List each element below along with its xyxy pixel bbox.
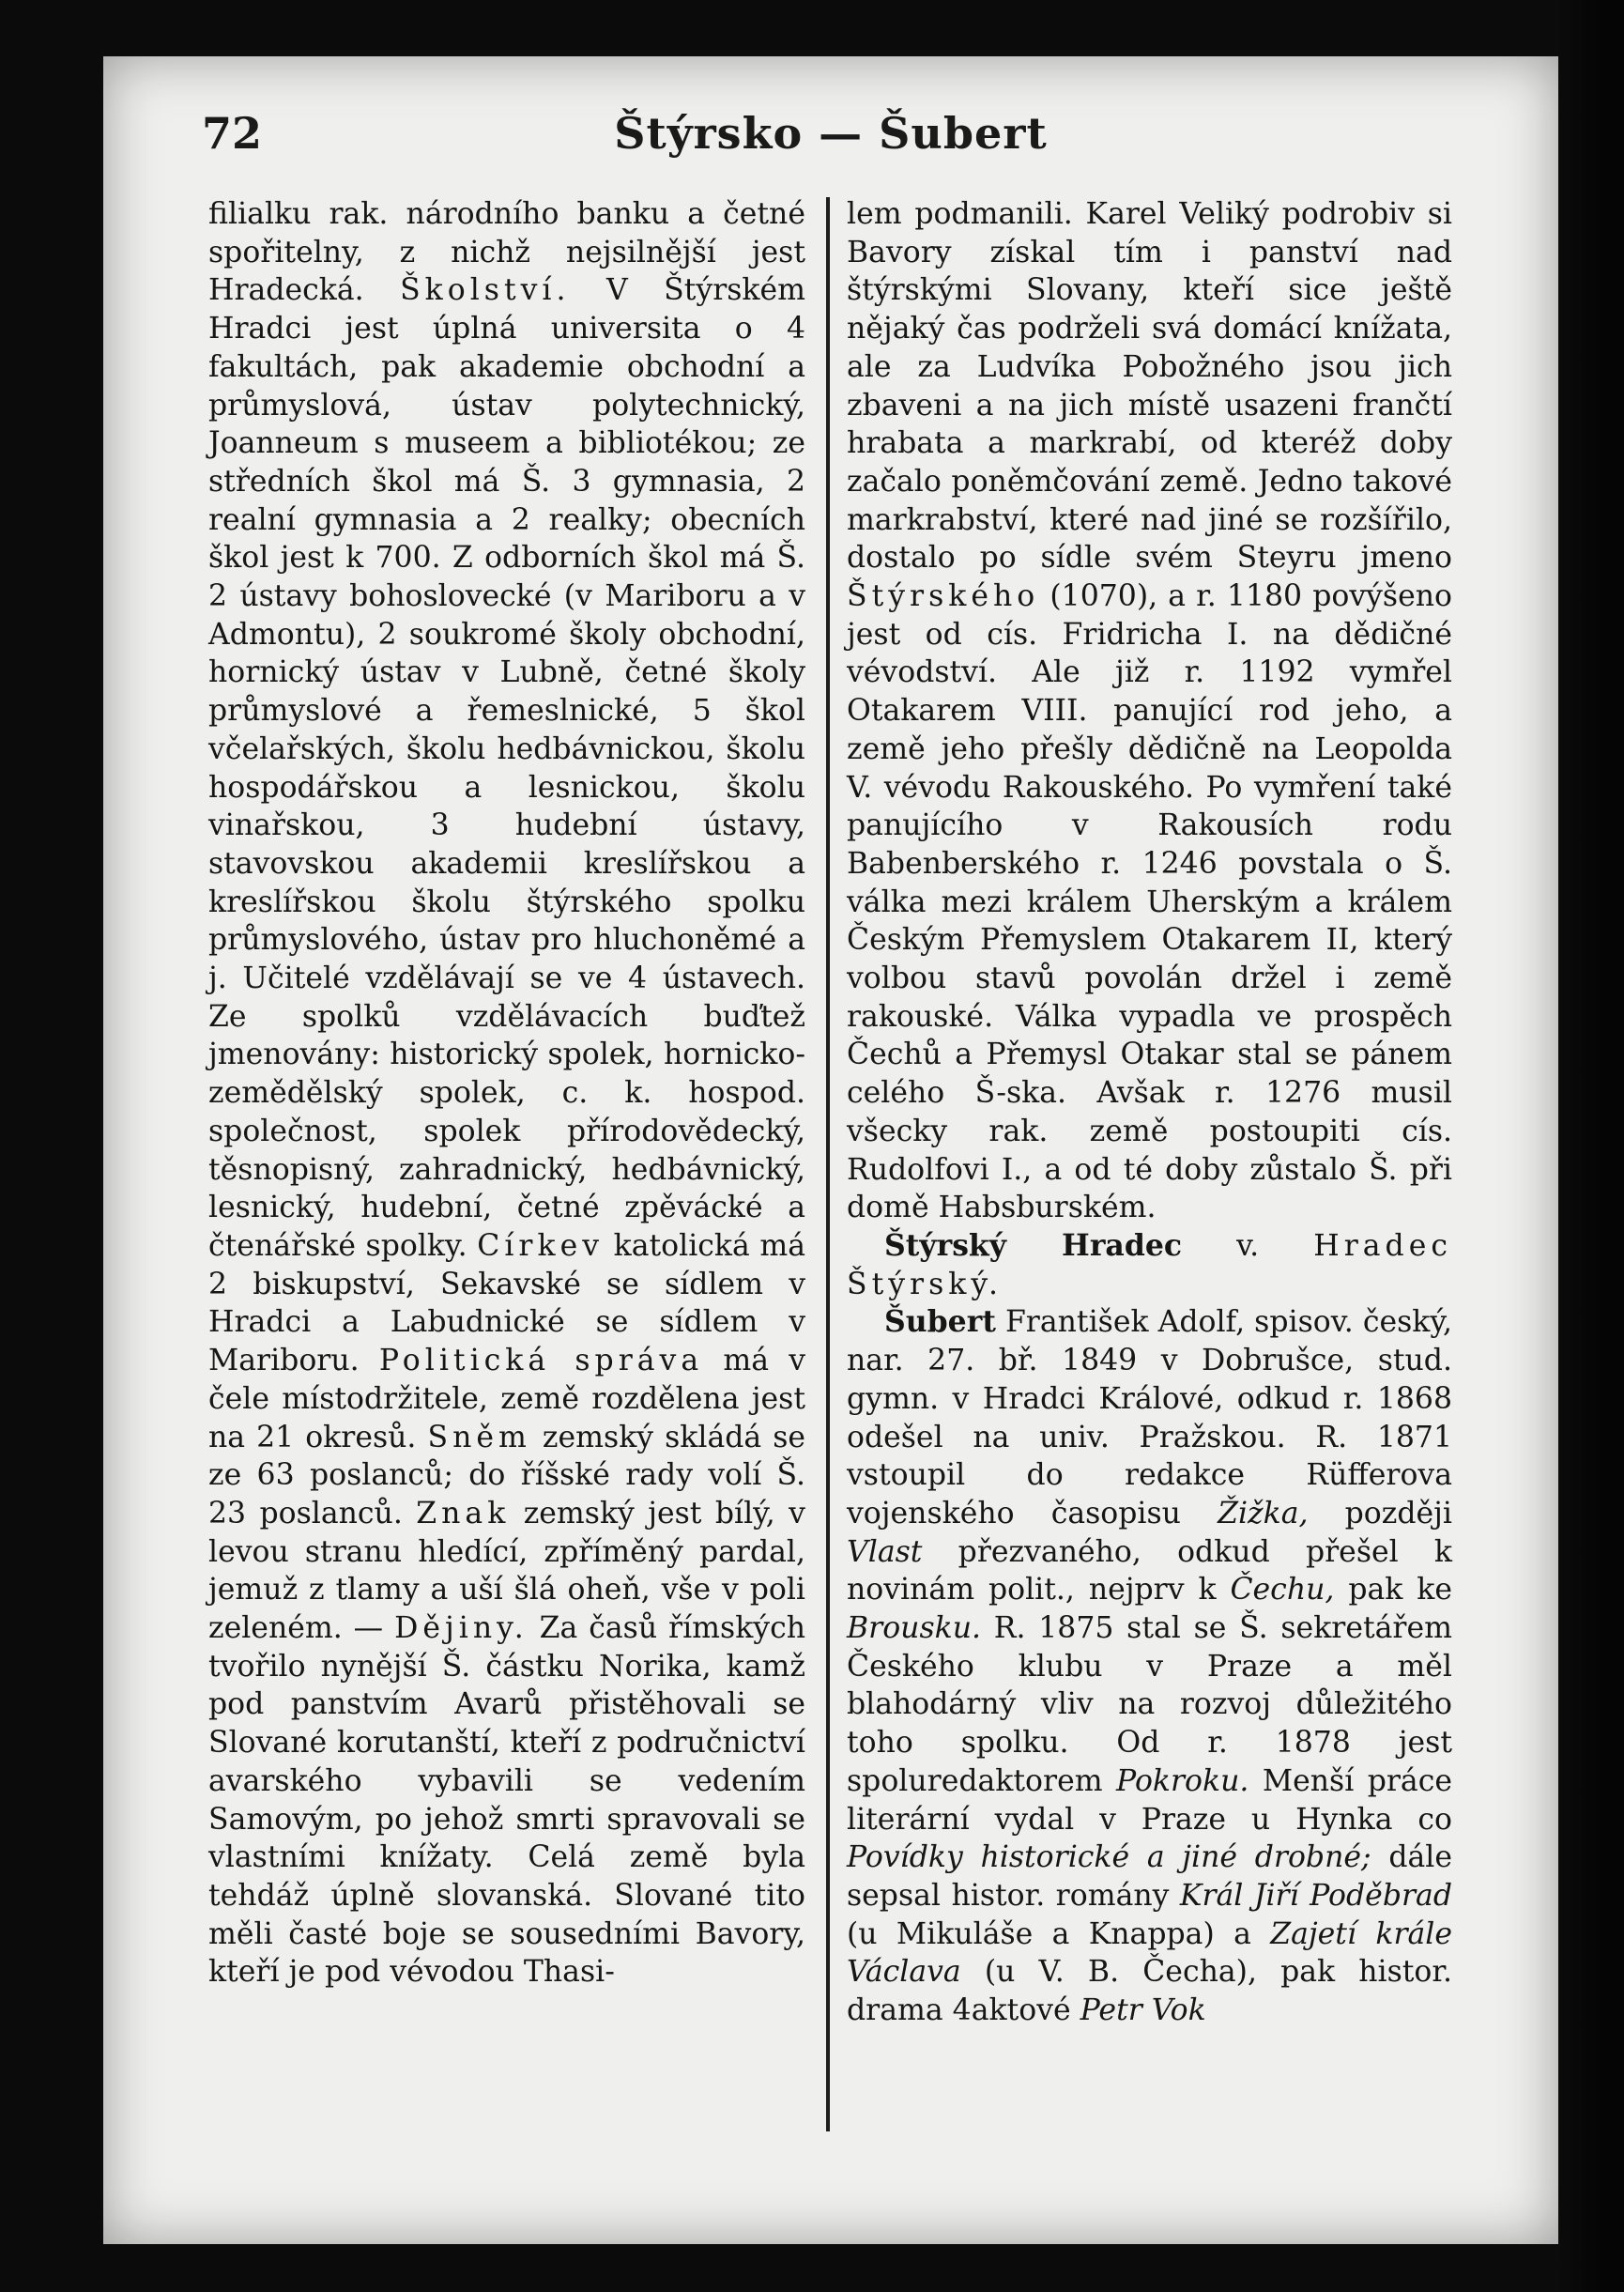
text-run: v.	[1236, 1228, 1260, 1263]
title-italic: Povídky historické a jiné drobné;	[847, 1840, 1371, 1875]
text-run: později	[1344, 1496, 1452, 1531]
text-run: V Štýrském Hradci jest úplná universita o 4 fakultách, pak akademie obchodní a průmyslová, ústav polytechnický, Joanneum s museem a bibliotékou; ze středních škol má Š. 3 gymnasia, 2 realní gymnasia a 2 realky; obecních škol jest k 700. Z odborních škol má Š. 2 ústavy bohoslovecké (v Mariboru a v Admontu), 2 soukromé školy obchodní, hornický ústav v Lubně, četné školy průmyslové a řemeslnické, 5 škol včelařských, školu hedbávnickou, školu hospodářskou a lesnickou, školu vinařskou, 3 hudební ústavy, stavovskou akademii kreslířskou a kreslířskou školu štýrského spolku průmyslového, ústav pro hluchoněmé a j. Učitelé vzdělávají se ve 4 ústavech. Ze spolků vzdělávacích buďtež jmenovány: historický spolek, hornicko-zemědělský spolek, c. k. hospod. společnost, spolek přírodovědecký, těsnopisný, zahradnický, hedbávnický, lesnický, hudební, četné zpěvácké a čtenářské spolky.	[208, 273, 806, 1263]
entry-subert	[847, 1303, 1452, 2029]
text-run: (1070), a r. 1180 povýšeno jest od cís. Fridricha I. na dědičné vévodství. Ale již r. 1192 vymřel Otakarem VIII. panující rod jeho, a země jeho přešly dědičně na Leopolda V. vévodu Rakouského. Po vymření také panujícího v Rakousích rodu Babenberského r. 1246 povstala o Š. válka mezi králem Uherským a králem Českým Přemyslem Otakarem II, který volbou stavů povolán držel i země rakouské. Válka vypadla ve prospěch Čechů a Přemysl Otakar stal se pánem celého Š-ska. Avšak r. 1276 musil všecky rak. země postoupiti cís. Rudolfovi I., a od té doby zůstalo Š. při domě Habsburském.	[847, 579, 1452, 1225]
section-label-dejiny: Dějiny.	[394, 1611, 529, 1646]
column-divider	[826, 197, 830, 2131]
title-italic: Zajetí krále Václava	[847, 1916, 1452, 1990]
text-run: zemský skládá se ze 63 poslanců; do říšské rady volí Š. 23 poslanců.	[208, 1420, 806, 1531]
text-run: má v čele místodržitele, země rozdělena jest na 21 okresů.	[208, 1344, 805, 1454]
section-label-znak: Znak	[416, 1496, 511, 1531]
text-run: katolická má 2 biskupství, Sekavské se sídlem v Hradci a Labudnické se sídlem v Mariboru.	[208, 1228, 806, 1378]
text-run: Za časů římských tvořilo nynější Š. částku Norika, kamž pod panstvím Avarů přistěhovali se Slované korutanští, kteří z područnictví avarského vybavili se vedením Samovým, po jehož smrti spravovali se vlastními knížaty. Celá země byla tehdáž úplně slovanská. Slované tito měli časté boje se sousedními Bavory, kteří je pod vévodou Thasi-	[208, 1611, 806, 1990]
text-run: pak ke	[1348, 1573, 1452, 1607]
text-run: filialku rak. národního banku a četné spořitelny, z nichž nejsilnější jest Hradecká.	[208, 197, 805, 308]
page-number: 72	[202, 108, 263, 159]
section-label-cirkev: Církev	[477, 1228, 605, 1263]
text-run: přezvaného, odkud přešel k novinám polit., nejprv k	[847, 1534, 1452, 1607]
section-label-sprava: Politická správa	[378, 1344, 704, 1378]
right-column	[847, 195, 1452, 2030]
title-italic: Petr Vok	[1080, 1993, 1206, 2028]
entry-headword: Štýrský Hradec	[884, 1227, 1183, 1263]
section-label-skolstvi: Školství.	[400, 273, 571, 308]
text-run: zemský jest bílý, v levou stranu hledící, zpříměný pardal, jemuž z tlamy a uší šlá oheň, vše v poli zeleném. —	[208, 1496, 805, 1646]
section-label-snem: Sněm	[427, 1420, 531, 1454]
scan-edge-shadow	[1558, 0, 1624, 2292]
title-italic: Vlast	[847, 1534, 923, 1569]
text-run: (u V. B. Čecha), pak histor. drama 4aktové	[847, 1955, 1452, 2028]
text-run: R. 1875 stal se Š. sekretářem Českého klubu v Praze a měl blahodárný vliv na rozvoj důležitého toho spolku. Od r. 1878 jest spoluredaktorem	[847, 1611, 1452, 1798]
text-run: lem podmanili. Karel Veliký podrobiv si Bavory získal tím i panství nad štýrskými Slovany, kteří sice ještě nějaký čas podrželi svá domácí knížata, ale za Ludvíka Pobožného jsou jich zbaveni a na jich místě usazeni frančtí hrabata a markrabí, od kteréž doby začalo poněmčování země. Jedno takové markrabství, které nad jiné se rozšířilo, dostalo po sídle svém Steyru jmeno	[847, 197, 1452, 576]
cross-reference: Hradec Štýrský.	[847, 1228, 1453, 1301]
left-paragraph	[208, 195, 805, 1992]
title-italic: Žižka,	[1218, 1496, 1309, 1531]
title-italic: Král Jiří Poděbrad	[1179, 1878, 1452, 1913]
right-paragraph	[847, 195, 1452, 1227]
page-header	[103, 108, 1558, 183]
text-run: Menší práce literární vydal v Praze u Hynka co	[847, 1763, 1452, 1837]
text-run: dále sepsal histor. romány	[847, 1840, 1452, 1913]
text-run: František Adolf, spisov. český, nar. 27. bř. 1849 v Dobrušce, stud. gymn. v Hradci Králové, odkud r. 1868 odešel na univ. Pražskou. R. 1871 vstoupil do redakce Rüfferova vojenského časopisu	[847, 1305, 1452, 1531]
title-italic: Brousku.	[847, 1611, 982, 1646]
title-italic: Pokroku.	[1116, 1763, 1249, 1798]
book-page	[103, 56, 1558, 2244]
title-italic: Čechu,	[1230, 1573, 1335, 1607]
entry-headword: Šubert	[884, 1304, 996, 1340]
styrskeho-spaced: Štýrského	[847, 579, 1040, 614]
running-head: Štýrsko — Šubert	[614, 108, 1048, 159]
entry-styrsky-hradec	[847, 1227, 1452, 1303]
text-run: (u Mikuláše a Knappa) a	[847, 1916, 1251, 1951]
left-column	[208, 195, 805, 1992]
